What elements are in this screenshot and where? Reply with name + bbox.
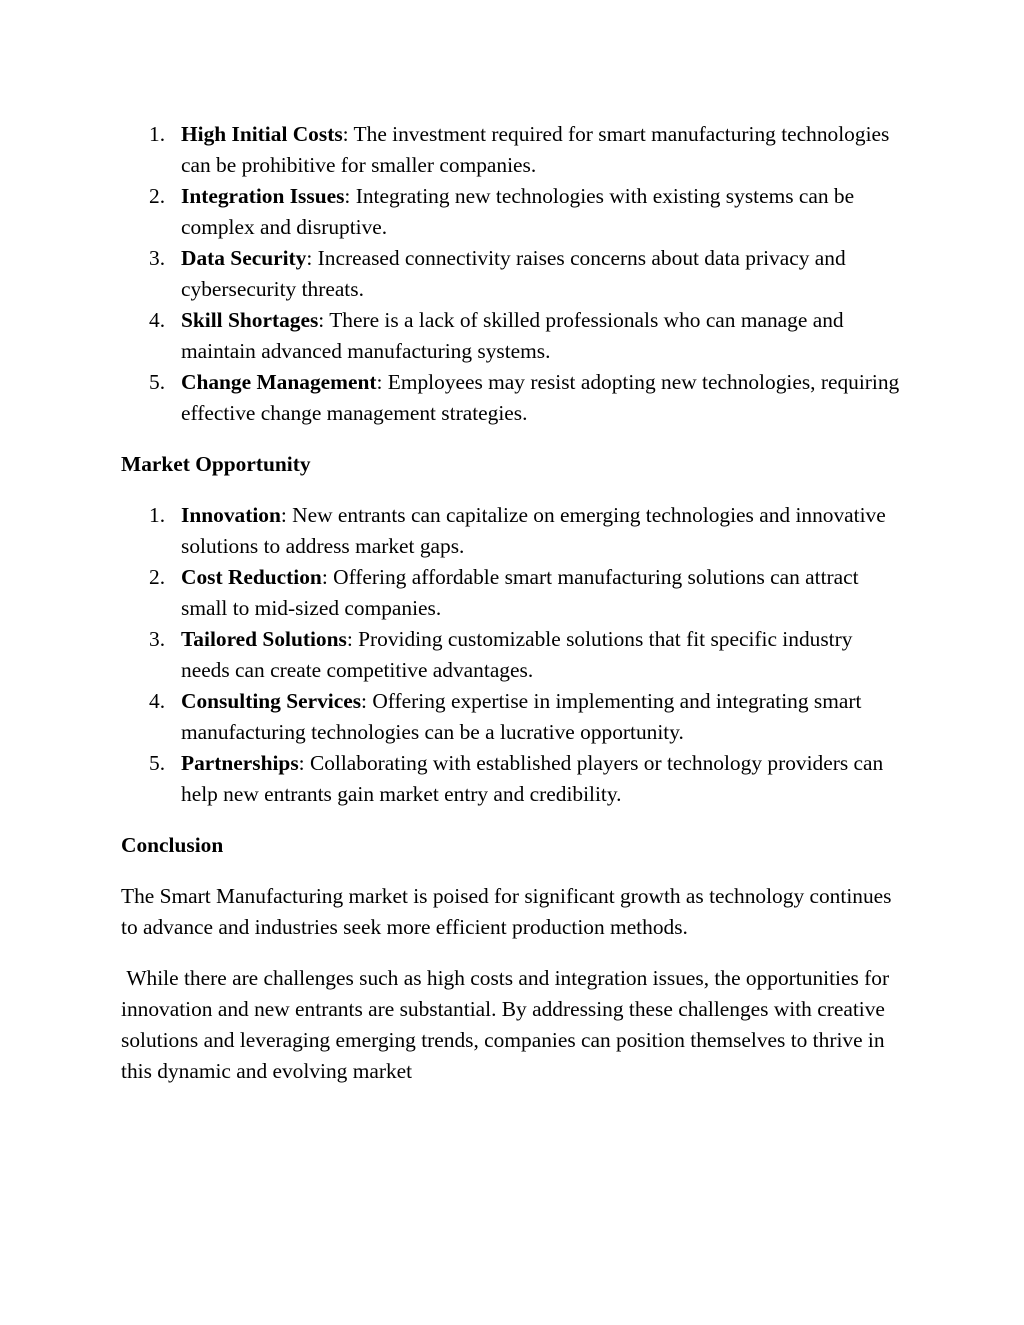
- list-item: [121, 624, 901, 686]
- list-item-term: Skill Shortages: [181, 308, 319, 332]
- list-item: [121, 305, 901, 367]
- list-item-number: 2.: [149, 184, 166, 208]
- market-opportunity-list: [121, 500, 901, 810]
- list-item-number: 3.: [149, 246, 166, 270]
- list-item: [121, 562, 901, 624]
- conclusion-heading: Conclusion: [121, 833, 224, 857]
- list-item-term: Integration Issues: [181, 184, 345, 208]
- list-item-number: 5.: [149, 370, 166, 394]
- list-item-text: : Offering affordable smart manufacturing solutions can attract small to mid-sized companies.: [181, 565, 859, 620]
- list-item: [121, 686, 901, 748]
- list-item-number: 4.: [149, 689, 166, 713]
- list-item-term: Change Management: [181, 370, 377, 394]
- list-item-term: Partnerships: [181, 751, 299, 775]
- list-item-term: Consulting Services: [181, 689, 362, 713]
- list-item-text: : The investment required for smart manufacturing technologies can be prohibitive for smaller companies.: [181, 122, 890, 177]
- list-item: [121, 367, 901, 429]
- list-item-term: Cost Reduction: [181, 565, 322, 589]
- list-item: [121, 181, 901, 243]
- list-item-text: : There is a lack of skilled professionals who can manage and maintain advanced manufacturing systems.: [181, 308, 844, 363]
- list-item-term: Tailored Solutions: [181, 627, 347, 651]
- list-item-text: : New entrants can capitalize on emerging technologies and innovative solutions to address market gaps.: [181, 503, 886, 558]
- list-item-text: : Integrating new technologies with existing systems can be complex and disruptive.: [181, 184, 855, 239]
- conclusion-paragraph: The Smart Manufacturing market is poised for significant growth as technology continues to advance and industries seek more efficient production methods.: [121, 884, 897, 939]
- list-item-text: : Increased connectivity raises concerns about data privacy and cybersecurity threats.: [181, 246, 846, 301]
- conclusion-paragraph: While there are challenges such as high costs and integration issues, the opportunities for innovation and new entrants are substantial. By addressing these challenges with creative solutions and leveraging emerging trends, companies can position themselves to thrive in this dynamic and evolving market: [121, 966, 895, 1083]
- list-item-term: High Initial Costs: [181, 122, 343, 146]
- list-item-term: Innovation: [181, 503, 281, 527]
- list-item-number: 5.: [149, 751, 166, 775]
- list-item-number: 1.: [149, 503, 166, 527]
- list-item-number: 1.: [149, 122, 166, 146]
- list-item: [121, 500, 901, 562]
- list-item-text: : Offering expertise in implementing and integrating smart manufacturing technologies can be a lucrative opportunity.: [181, 689, 862, 744]
- list-item-term: Data Security: [181, 246, 307, 270]
- list-item: [121, 119, 901, 181]
- challenges-list: [121, 119, 901, 429]
- list-item-number: 3.: [149, 627, 166, 651]
- list-item: [121, 243, 901, 305]
- list-item-number: 2.: [149, 565, 166, 589]
- list-item-text: : Collaborating with established players or technology providers can help new entrants gain market entry and credibility.: [181, 751, 884, 806]
- list-item-number: 4.: [149, 308, 166, 332]
- list-item-text: : Employees may resist adopting new technologies, requiring effective change management strategies.: [181, 370, 900, 425]
- list-item-text: : Providing customizable solutions that fit specific industry needs can create competitive advantages.: [181, 627, 853, 682]
- market-opportunity-heading: Market Opportunity: [121, 452, 311, 476]
- list-item: [121, 748, 901, 810]
